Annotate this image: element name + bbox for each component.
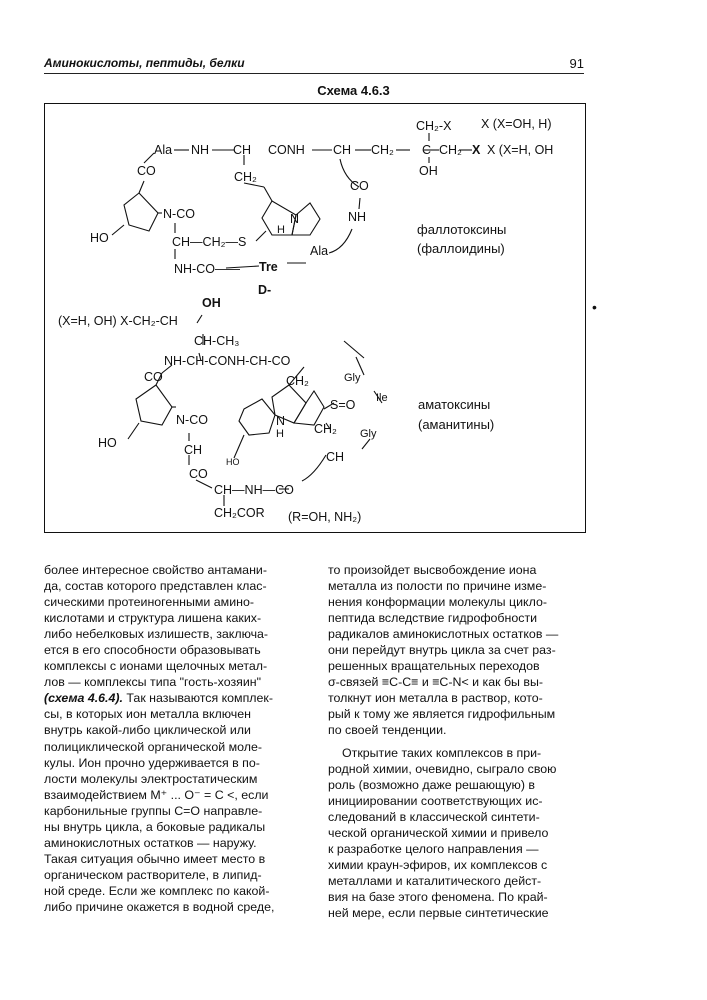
header-rule (44, 73, 584, 74)
line: роль (возможно даже решающую) в (328, 777, 535, 792)
line: Открытие таких комплексов в при- (342, 745, 542, 760)
scheme-title: Схема 4.6.3 (317, 83, 390, 98)
line: рый к тому же является гидрофильным (328, 707, 556, 722)
line: следований в классической синтети- (328, 809, 540, 824)
line: кулы. Ион прочно удерживается в по- (44, 755, 260, 770)
label-gly-2: Gly (360, 428, 377, 440)
line: ной среде. Если же комплекс по какой- (44, 883, 270, 898)
line: вия на базе этого феномена. По край- (328, 889, 548, 904)
scheme-reference: (схема 4.6.4). (44, 691, 123, 706)
line: радикалов аминокислотных остатков — (328, 627, 559, 642)
label-ch2-chain: CH₂ (371, 143, 394, 157)
label-x-note-2: X (X=H, OH (487, 143, 554, 157)
label-ch-2: CH (333, 143, 352, 157)
label-conh: CONH (268, 143, 305, 157)
line: толкнут ион металла в раствор, кото- (328, 691, 543, 706)
line: карбонильные группы C=O направле- (44, 803, 263, 818)
label-r-note: (R=OH, NH₂) (288, 510, 362, 524)
line: аминокислотных остатков — наружу. (44, 835, 257, 850)
label-oh-side: OH (419, 164, 438, 178)
line: Такая ситуация обычно имеет место в (44, 851, 266, 866)
label-co-right: CO (350, 179, 369, 193)
running-title: Аминокислоты, пептиды, белки (44, 56, 245, 70)
label-ch2x: CH₂-X (416, 119, 452, 133)
label-ch-ch2-s: CH—CH₂—S (172, 235, 247, 249)
line: либо небелковых излишеств, заключа- (44, 627, 269, 642)
label-ch-2b: CH (184, 443, 203, 457)
line: химии краун-эфиров, их комплексов с (328, 857, 548, 872)
label-ch-right: CH (326, 450, 345, 464)
label-ch-nh-co: CH—NH—CO (214, 483, 294, 497)
label-s-o: S=O (330, 398, 356, 412)
label-x-note-1: X (X=OH, H) (481, 117, 552, 131)
line: ется в его способности образовывать (44, 643, 261, 658)
label-ho-2: HO (98, 436, 117, 450)
line: решенных вращательных переходов (328, 659, 540, 674)
line: сы, в которых ион металла включен (44, 707, 251, 722)
page-number: 91 (569, 56, 584, 71)
line: более интересное свойство антамани- (44, 563, 267, 577)
line: комплексы с ионами щелочных метал- (44, 659, 268, 674)
line: к разработке целого направления — (328, 841, 539, 856)
text-column-left (44, 562, 310, 915)
paragraph-right-1 (328, 562, 594, 739)
phallotoxins-name: фаллотоксины (417, 222, 507, 237)
label-nh-ch-conh: NH-CH-CONH-CH-CO (164, 354, 291, 368)
line: полициклической органической моле- (44, 739, 262, 754)
line: то произойдет высвобождение иона (328, 563, 537, 577)
label-ch2-2: CH₂ (286, 374, 309, 388)
label-tre: Tre (259, 260, 278, 274)
amatoxins-name: аматоксины (418, 397, 491, 412)
line: лов — комплексы типа "гость-хозяин" (44, 675, 262, 690)
label-h-indole: H (277, 224, 285, 236)
line: Так называются комплек- (122, 691, 273, 706)
line: σ-связей ≡C-C≡ и ≡C-N< и как бы вы- (328, 675, 544, 690)
label-ala-top: Ala (154, 143, 173, 157)
label-co-upper: CO (137, 164, 156, 178)
paragraph-left (44, 562, 310, 915)
line: ны внутрь цикла, а боковые радикалы (44, 819, 266, 834)
label-ch2-term: CH₂ (439, 143, 462, 157)
line: ней мере, если первые синтетические (328, 905, 549, 920)
label-oh-2: OH (202, 296, 221, 310)
line: лости молекулы электростатическим (44, 771, 258, 786)
label-ala-low: Ala (310, 244, 329, 258)
label-ho: HO (90, 231, 109, 245)
label-ile: Ile (376, 392, 388, 404)
line: металлами и каталитического дейст- (328, 873, 542, 888)
label-x-bold: X (472, 143, 481, 157)
amatoxins-sub: (аманитины) (418, 417, 495, 432)
label-h-ind-2: H (276, 428, 284, 440)
label-nh-right: NH (348, 210, 367, 224)
line: инициировании соответствующих ис- (328, 793, 543, 808)
line: они перейдут внутрь цикла за счет раз- (328, 643, 556, 658)
page-header (44, 56, 584, 72)
line: по своей тенденции. (328, 723, 447, 738)
line: родной химии, очевидно, сыграло свою (328, 761, 557, 776)
label-co-left2: CO (144, 370, 163, 384)
line: сическими протеиногенными амино- (44, 595, 254, 610)
label-co-2: CO (189, 467, 208, 481)
label-n-ind-2: N (276, 414, 286, 428)
label-ch-ch3: CH-CH₃ (194, 334, 240, 348)
label-ch: CH (233, 143, 252, 157)
label-ch2cor: CH₂COR (214, 506, 265, 520)
label-nh: NH (191, 143, 210, 157)
line: металла из полости по причине изме- (328, 579, 547, 594)
chemical-scheme (44, 103, 584, 531)
label-n-co: N-CO (163, 207, 195, 221)
label-n-co-2: N-CO (176, 413, 208, 427)
line: кислотами и структура лишена каких- (44, 611, 262, 626)
label-ch2-trp: CH₂ (234, 170, 257, 184)
line: взаимодействием M⁺ ... O⁻ = C <, если (44, 787, 269, 802)
label-n-indole: N (290, 212, 300, 226)
label-ch2-s: CH₂ (314, 422, 337, 436)
label-nh-co: NH-CO—— (174, 262, 240, 276)
margin-bullet: • (592, 299, 597, 315)
label-d: D- (258, 283, 272, 297)
line: пептида вследствие гидрофобности (328, 611, 538, 626)
label-ho-small: HO (226, 457, 240, 467)
label-x-note-3: (X=H, OH) X-CH₂-CH (58, 314, 178, 328)
line: нения конформации молекулы цикло- (328, 595, 547, 610)
line: органическом растворителе, в липид- (44, 867, 262, 882)
label-c-quat: C (422, 143, 432, 157)
label-gly-1: Gly (344, 372, 361, 384)
line: да, состав которого представлен клас- (44, 579, 267, 594)
scheme-labels (58, 117, 553, 524)
paragraph-right-2 (328, 745, 594, 922)
phallotoxins-sub: (фаллоидины) (417, 241, 505, 256)
line: ческой органической химии и привело (328, 825, 549, 840)
text-column-right (328, 562, 594, 921)
line: либо причине окажется в водной среде, (44, 899, 275, 914)
line: внутрь какой-либо циклической или (44, 723, 251, 738)
